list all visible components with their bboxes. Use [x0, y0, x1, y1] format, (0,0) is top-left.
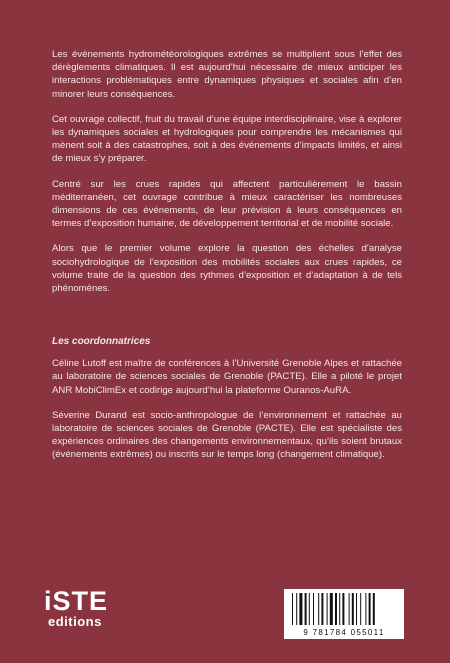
logo-wordmark: iSTE — [44, 586, 109, 616]
iste-logo — [44, 587, 124, 639]
isbn-barcode — [284, 589, 404, 639]
logo-subtitle: editions — [48, 614, 102, 629]
coordinators-title: Les coordonnatrices — [52, 336, 151, 348]
barcode-bars — [290, 593, 398, 629]
paragraph-4: Alors que le premier volume explore la question des échelles d’analyse sociohydrologique de l’exposition des mobilités sociales aux crues rapides, ce volume traite de la question des rythmes d’exposition et d’adaptation à de tels phénomènes. — [52, 243, 402, 295]
paragraph-3: Centré sur les crues rapides qui affectent particulièrement le bassin méditerranéen, cet ouvrage contribue à mieux caractériser les nombreuses dimensions de ces événements, de leur prévision à leurs conséquences en termes d’exposition humaine, de développement territorial et de mobilité sociale. — [52, 178, 402, 230]
back-cover-text — [52, 48, 402, 474]
coordinator-bio-lutoff: Céline Lutoff est maître de conférences à l’Université Grenoble Alpes et rattachée au laboratoire de sciences sociales de Grenoble (PACTE). Elle a piloté le projet ANR MobiClimEx et codirige aujourd’hui la plateforme Ouranos-AuRA. — [52, 358, 402, 396]
barcode-number: 9 781784 055011 — [303, 628, 385, 637]
paragraph-2: Cet ouvrage collectif, fruit du travail d’une équipe interdisciplinaire, vise à explorer les dynamiques sociales et hydrologiques pour comprendre les mécanismes qui mènent soit à des catastrophes, soit à des événements d’impacts limités, et ainsi de mieux s’y préparer. — [52, 113, 402, 165]
coordinator-bio-durand: Séverine Durand est socio-anthropologue de l’environnement et rattachée au laboratoire de sciences sociales de Grenoble (PACTE). Elle est spécialiste des expériences ordinaires des changements environnementaux, qu’ils soient brutaux (événements extrêmes) ou inscrits sur le temps long (changement climatique). — [52, 409, 402, 461]
paragraph-1: Les événements hydrométéorologiques extrêmes se multiplient sous l’effet des dérèglements climatiques. Il est aujourd’hui nécessaire de mieux anticiper les interactions problématiques entre dynamiques physiques et sociales afin d’en minorer leurs conséquences. — [52, 49, 402, 100]
